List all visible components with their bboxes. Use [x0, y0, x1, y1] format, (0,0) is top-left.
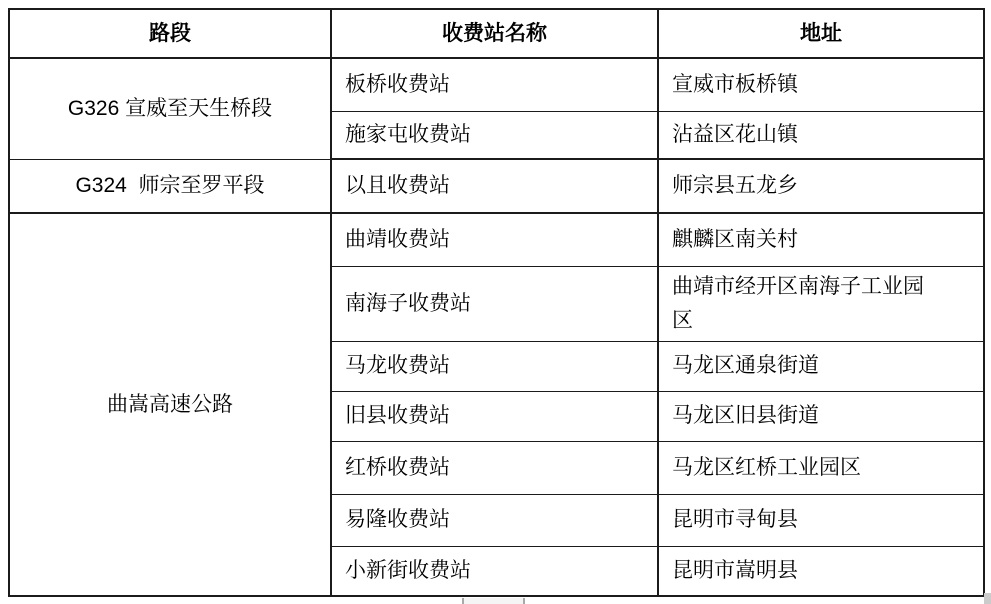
cell-station-yiqie: 以且收费站 — [331, 159, 658, 213]
cell-station-malong: 马龙收费站 — [331, 341, 658, 391]
cell-station-xiaoxinjie: 小新街收费站 — [331, 546, 658, 596]
cell-address-hongqiao: 马龙区红桥工业园区 — [658, 441, 984, 494]
cell-station-jiuxian: 旧县收费站 — [331, 391, 658, 441]
toll-stations-table — [8, 8, 985, 597]
cell-address-yiqie: 师宗县五龙乡 — [658, 159, 984, 213]
cell-station-nanhaizi: 南海子收费站 — [331, 266, 658, 341]
cell-address-qujing: 麒麟区南关村 — [658, 213, 984, 266]
ui-fragment-bottom-handle — [462, 598, 525, 604]
cell-address-jiuxian: 马龙区旧县街道 — [658, 391, 984, 441]
cell-station-hongqiao: 红桥收费站 — [331, 441, 658, 494]
cell-station-yilong: 易隆收费站 — [331, 494, 658, 546]
header-cell-road-section: 路段 — [9, 9, 331, 58]
cell-address-yilong: 昆明市寻甸县 — [658, 494, 984, 546]
header-cell-address: 地址 — [658, 9, 984, 58]
cell-station-qujing: 曲靖收费站 — [331, 213, 658, 266]
cell-address-malong: 马龙区通泉街道 — [658, 341, 984, 391]
table-header-row — [9, 9, 984, 58]
table-row — [9, 159, 984, 213]
cell-address-nanhaizi: 曲靖市经开区南海子工业园区 — [658, 266, 984, 341]
table-row — [9, 58, 984, 111]
cell-address-shijiatun: 沾益区花山镇 — [658, 111, 984, 159]
header-cell-station-name: 收费站名称 — [331, 9, 658, 58]
cell-road-section-g324: G324 师宗至罗平段 — [9, 159, 331, 213]
cell-road-section-g326: G326 宣威至天生桥段 — [9, 58, 331, 159]
ui-fragment-corner — [984, 593, 991, 604]
table-row — [9, 213, 984, 266]
cell-address-xiaoxinjie: 昆明市嵩明县 — [658, 546, 984, 596]
cell-station-shijiatun: 施家屯收费站 — [331, 111, 658, 159]
cell-station-banqiao: 板桥收费站 — [331, 58, 658, 111]
cell-road-section-qusong: 曲嵩高速公路 — [9, 213, 331, 596]
cell-address-banqiao: 宣威市板桥镇 — [658, 58, 984, 111]
